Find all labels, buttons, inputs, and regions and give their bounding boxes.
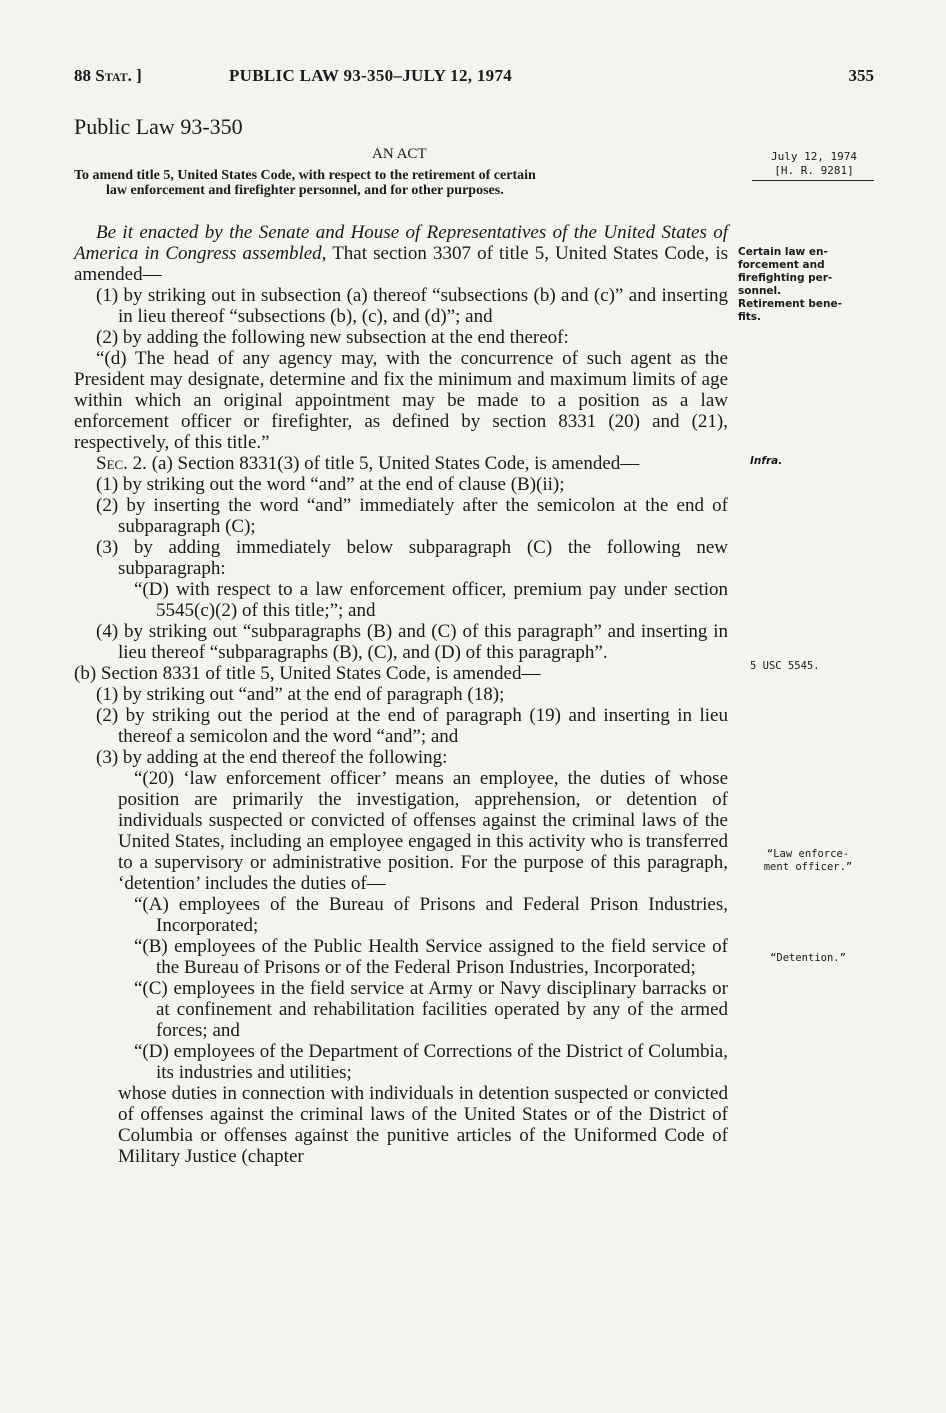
running-header [74, 66, 874, 94]
paragraph: (1) by striking out in subsection (a) thereof “subsections (b) and (c)” and inserting in lieu thereof “subsections (b), (c), and (d)”; and [96, 285, 728, 327]
margin-note-line: Retirement bene- [738, 298, 842, 310]
date-rule [752, 180, 874, 181]
enactment-date: July 12, 1974 [770, 150, 858, 163]
quoted-subparagraph: “(D) with respect to a law enforcement officer, premium pay under section 5545(c)(2) of this title;”; and [134, 579, 728, 621]
margin-note-line: sonnel. [738, 285, 782, 297]
paragraph: (3) by adding immediately below subparagraph (C) the following new subparagraph: [96, 537, 728, 579]
margin-note-usc: 5 USC 5545. [750, 660, 820, 672]
definition-item: “(D) employees of the Department of Corrections of the District of Columbia, its industries and utilities; [134, 1041, 728, 1083]
enacting-formula: Be it enacted by the Senate and House of Representatives of the United States of America in Congress assembled, [74, 222, 728, 264]
enactment-date-box [752, 150, 876, 181]
enacting-clause-rest: That section 3307 of title 5, United States Code, is amended— [74, 243, 728, 285]
act-long-title [74, 168, 728, 198]
bill-number: [H. R. 9281] [774, 164, 854, 177]
subsection-b: (b) Section 8331 of title 5, United States Code, is amended— [74, 663, 541, 684]
header-title: PUBLIC LAW 93-350–JULY 12, 1974 [229, 66, 513, 85]
paragraph: (2) by inserting the word “and” immediately after the semicolon at the end of subparagraph (C); [96, 495, 728, 537]
margin-note-line: “Law enforce- [766, 848, 850, 860]
quoted-subsection: “(d) The head of any agency may, with the concurrence of such agent as the President may designate, determine and fix the minimum and maximum limits of age within which an original appointment may be made to a position as a law enforcement officer or firefighter, as defined by section 8331 (20) and (21), respectively, of this title.” [74, 348, 728, 453]
margin-note-line: firefighting per- [738, 272, 833, 284]
margin-note-law-enforcement-officer [738, 848, 878, 874]
paragraph: (2) by striking out the period at the end of paragraph (19) and inserting in lieu thereof a semicolon and the word “and”; and [96, 705, 728, 747]
paragraph: (3) by adding at the end thereof the following: [96, 747, 448, 768]
definition-item: “(A) employees of the Bureau of Prisons and Federal Prison Industries, Incorporated; [134, 894, 728, 936]
margin-note-line: forcement and [738, 259, 825, 271]
law-title: Public Law 93-350 [74, 114, 243, 139]
section-2 [74, 453, 728, 474]
paragraph: (1) by striking out “and” at the end of paragraph (18); [96, 684, 505, 705]
section-text: (a) Section 8331(3) of title 5, United States Code, is amended— [146, 453, 640, 474]
definition-continuation: whose duties in connection with individuals in detention suspected or convicted of offenses against the criminal laws of the United States or of the District of Columbia or offenses against the punitive articles of the Uniformed Code of Military Justice (chapter [118, 1083, 728, 1167]
definition-item: “(C) employees in the field service at Army or Navy disciplinary barracks or at confinement and rehabilitation facilities operated by any of the armed forces; and [134, 978, 728, 1041]
margin-note-line: ment officer.” [763, 861, 853, 873]
act-label: AN ACT [372, 146, 427, 162]
page-number: 355 [848, 66, 874, 85]
paragraph: (4) by striking out “subparagraphs (B) and (C) of this paragraph” and inserting in lieu thereof “subparagraphs (B), (C), and (D) of this paragraph”. [96, 621, 728, 663]
statute-volume: 88 Stat. ] [74, 66, 142, 85]
margin-note-line: Certain law en- [738, 246, 828, 258]
margin-note-personnel [738, 246, 878, 324]
paragraph: (1) by striking out the word “and” at the end of clause (B)(ii); [96, 474, 565, 495]
margin-note-line: fits. [738, 311, 762, 323]
definition-item: “(B) employees of the Public Health Service assigned to the field service of the Bureau of Prisons or of the Federal Prison Industries, Incorporated; [134, 936, 728, 978]
enacting-clause [74, 222, 728, 285]
act-title-line2: law enforcement and firefighter personnel, and for other purposes. [106, 183, 504, 198]
act-body [74, 222, 728, 1167]
definition-20: “(20) ‘law enforcement officer’ means an employee, the duties of whose position are primarily the investigation, apprehension, or detention of individuals suspected or convicted of offenses against the criminal laws of the United States, including an employee engaged in this activity who is transferred to a supervisory or administrative position. For the purpose of this paragraph, ‘detention’ includes the duties of— [118, 768, 728, 894]
margin-note-detention: “Detention.” [770, 952, 846, 964]
section-label: Sec. 2. [96, 453, 147, 474]
paragraph: (2) by adding the following new subsection at the end thereof: [96, 327, 569, 348]
act-title-line1: To amend title 5, United States Code, with respect to the retirement of certain [74, 168, 536, 183]
margin-note-infra: Infra. [750, 455, 783, 467]
